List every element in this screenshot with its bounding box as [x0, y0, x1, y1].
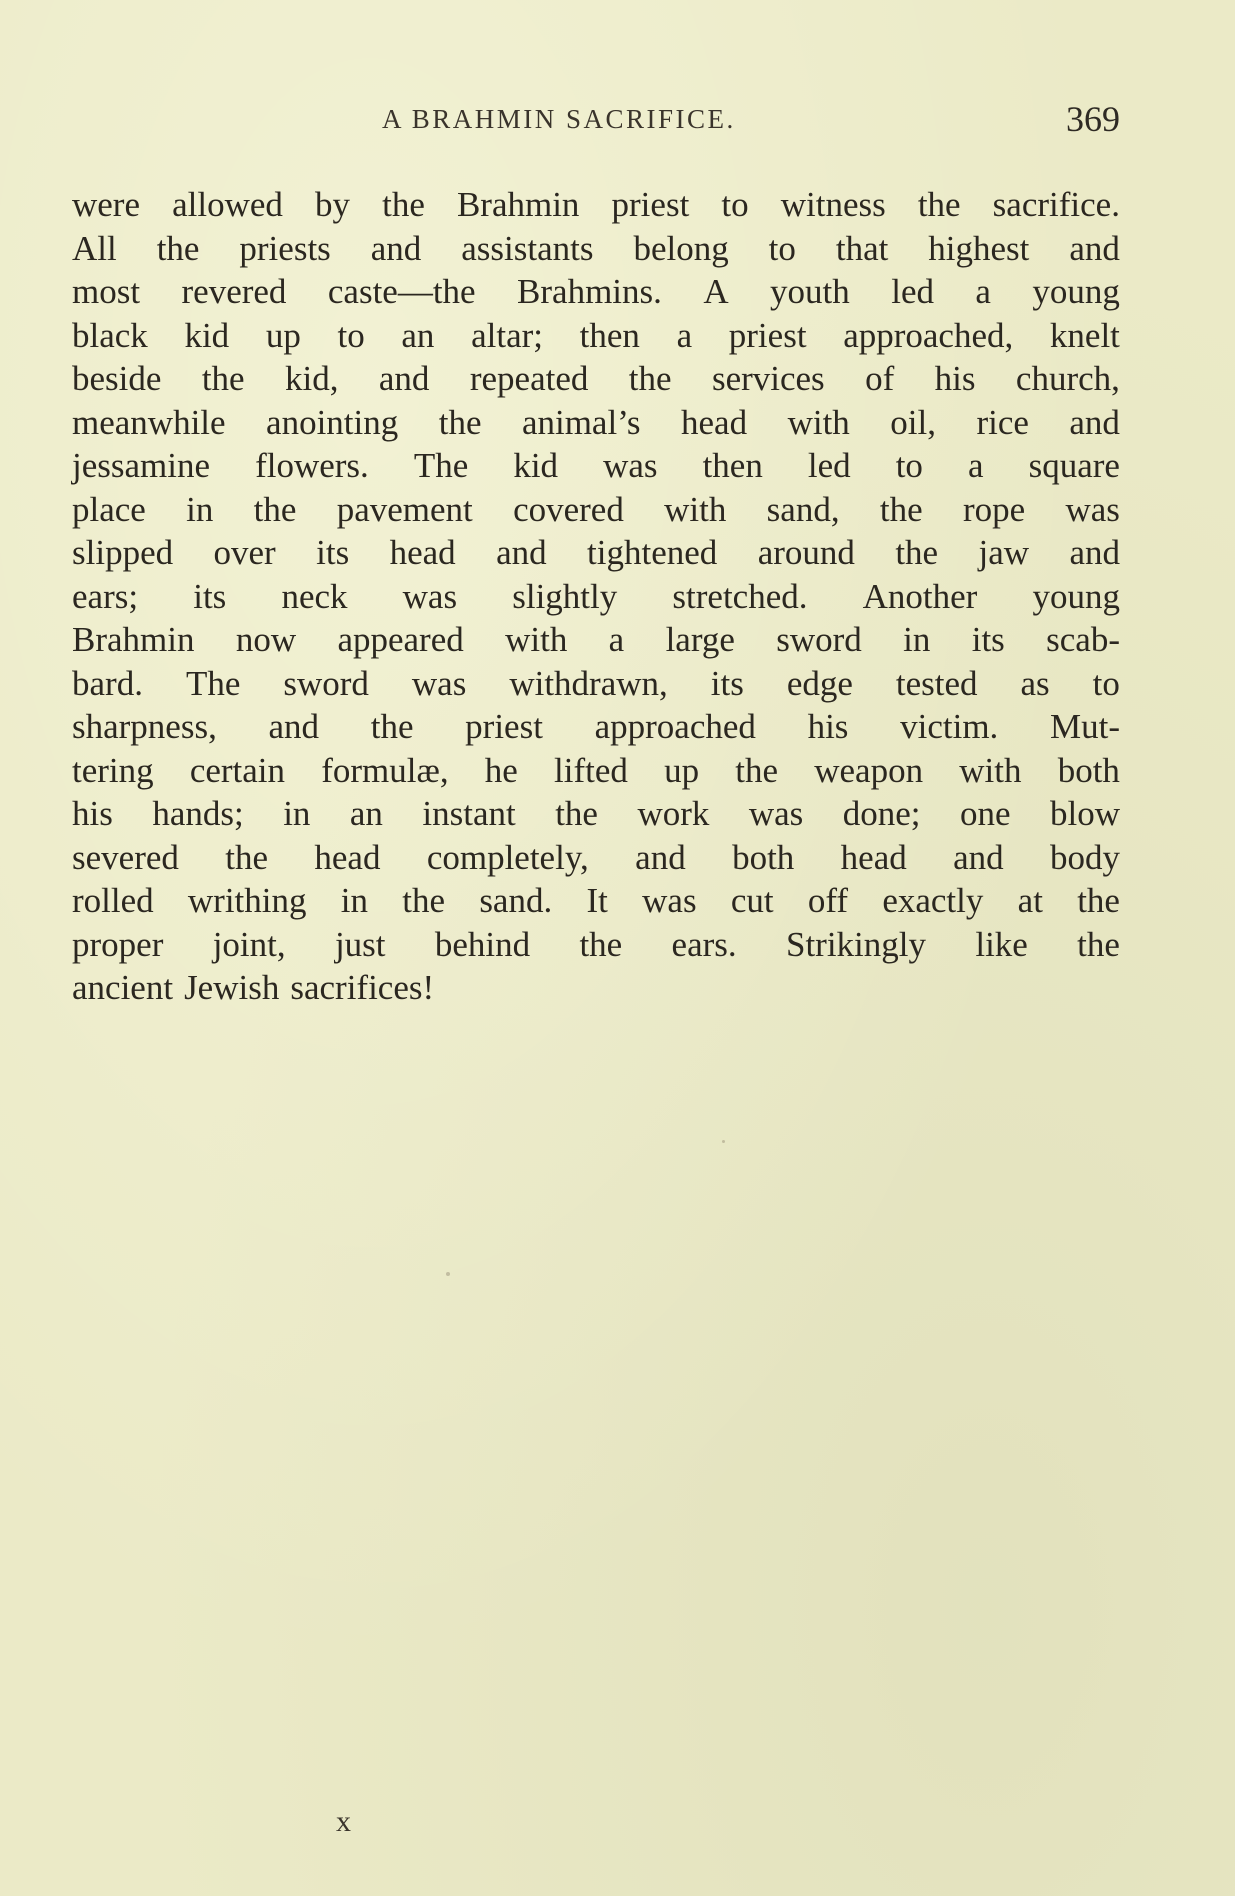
text-line: All the priests and assistants belong to that highest and — [72, 228, 1120, 268]
running-head — [72, 98, 1120, 138]
paper-speck — [446, 1272, 450, 1276]
text-line: his hands; in an instant the work was done; one blow — [72, 794, 1120, 833]
text-line: sharpness, and the priest approached his victim. Mut- — [72, 707, 1120, 746]
text-line: bard. The sword was withdrawn, its edge tested as to — [72, 663, 1120, 703]
text-line: rolled writhing in the sand. It was cut off exactly at the — [72, 881, 1120, 920]
running-title: A BRAHMIN SACRIFICE. — [382, 104, 736, 134]
text-line: Brahmin now appeared with a large sword in its scab- — [72, 620, 1120, 659]
text-line: place in the pavement covered with sand, the rope was — [72, 489, 1120, 529]
text-line: black kid up to an altar; then a priest approached, knelt — [72, 315, 1120, 355]
text-line: tering certain formulæ, he lifted up the weapon with both — [72, 750, 1120, 790]
text-line: were allowed by the Brahmin priest to witness the sacrifice. — [72, 185, 1120, 224]
text-line: slipped over its head and tightened around the jaw and — [72, 533, 1120, 572]
text-line: meanwhile anointing the animal’s head with oil, rice and — [72, 402, 1120, 442]
text-line: proper joint, just behind the ears. Strikingly like the — [72, 924, 1120, 964]
paper-speck — [722, 1140, 725, 1143]
text-line: ears; its neck was slightly stretched. Another young — [72, 576, 1120, 616]
text-line: severed the head completely, and both head and body — [72, 837, 1120, 877]
text-line: jessamine flowers. The kid was then led to a square — [72, 446, 1120, 485]
text-line: most revered caste—the Brahmins. A youth led a young — [72, 272, 1120, 311]
text-line: ancient Jewish sacrifices! — [72, 968, 435, 1007]
text-line: beside the kid, and repeated the services of his church, — [72, 359, 1120, 398]
signature-mark: x — [336, 1805, 351, 1838]
page-number: 369 — [1066, 99, 1120, 139]
body-text — [72, 183, 1120, 1010]
